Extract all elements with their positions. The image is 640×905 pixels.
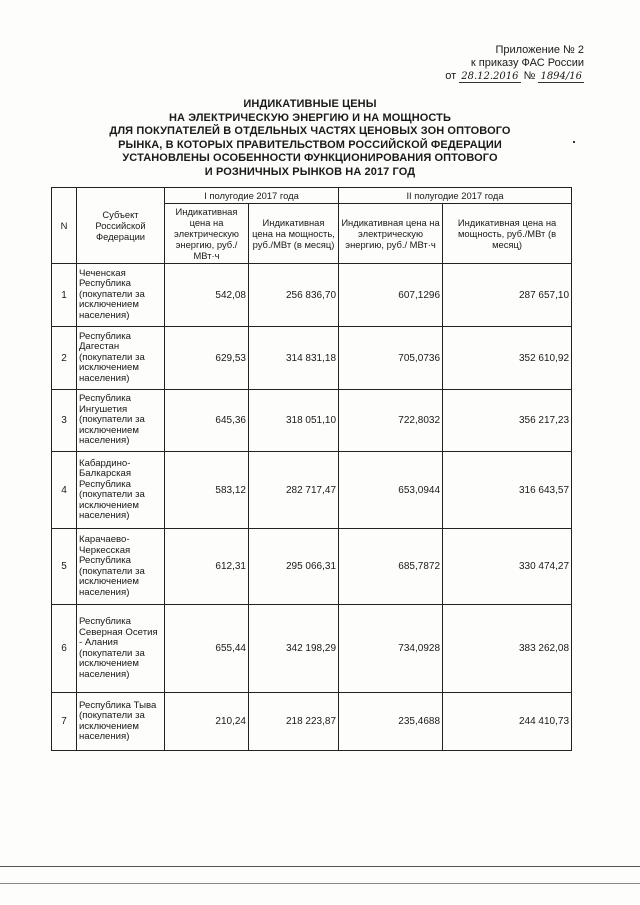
row-subject: Республика Северная Осетия - Алания (покупатели за исключением населения): [77, 605, 165, 693]
header-half2: II полугодие 2017 года: [339, 188, 572, 204]
row-subject: Карачаево-Черкесская Республика (покупатели за исключением населения): [77, 529, 165, 605]
header-half1: I полугодие 2017 года: [165, 188, 339, 204]
row-power-h1: 282 717,47: [249, 452, 339, 529]
row-power-h2: 383 262,08: [443, 605, 572, 693]
table-row: [52, 693, 572, 751]
scan-edge-line: [0, 866, 640, 867]
title-line: И РОЗНИЧНЫХ РЫНКОВ НА 2017 ГОД: [204, 165, 416, 178]
row-energy-h1: 583,12: [165, 452, 249, 529]
row-energy-h2: 235,4688: [339, 693, 443, 751]
row-power-h1: 342 198,29: [249, 605, 339, 693]
row-energy-h1: 645,36: [165, 390, 249, 452]
row-energy-h1: 629,53: [165, 327, 249, 390]
row-power-h1: 256 836,70: [249, 264, 339, 327]
row-power-h2: 316 643,57: [443, 452, 572, 529]
annex-date: 28.12.2016: [461, 71, 519, 82]
title-line: ДЛЯ ПОКУПАТЕЛЕЙ В ОТДЕЛЬНЫХ ЧАСТЯХ ЦЕНОВЫХ ЗОН ОПТОВОГО: [109, 125, 511, 137]
title-line: ИНДИКАТИВНЫЕ ЦЕНЫ: [243, 98, 377, 110]
row-number: 2: [52, 327, 77, 390]
row-subject: Республика Тыва (покупатели за исключением населения): [77, 693, 165, 751]
row-power-h1: 314 831,18: [249, 327, 339, 390]
row-power-h2: 287 657,10: [443, 264, 572, 327]
row-energy-h1: 655,44: [165, 605, 249, 693]
row-power-h2: 356 217,23: [443, 390, 572, 452]
annex-date-line: [414, 70, 584, 83]
title-line: УСТАНОВЛЕНЫ ОСОБЕННОСТИ ФУНКЦИОНИРОВАНИЯ ОПТОВОГО: [122, 152, 498, 164]
row-energy-h2: 722,8032: [339, 390, 443, 452]
price-table: [51, 187, 572, 751]
header-n: N: [52, 188, 77, 264]
row-number: 1: [52, 264, 77, 327]
annex-line1: Приложение № 2: [495, 44, 584, 56]
row-number: 7: [52, 693, 77, 751]
title-line: РЫНКА, В КОТОРЫХ ПРАВИТЕЛЬСТВОМ РОССИЙСКОЙ ФЕДЕРАЦИИ: [118, 138, 502, 151]
scan-edge-line: [0, 883, 640, 884]
row-energy-h2: 705,0736: [339, 327, 443, 390]
row-power-h1: 295 066,31: [249, 529, 339, 605]
table-row: [52, 390, 572, 452]
scan-speck: [573, 141, 575, 143]
row-energy-h2: 607,1296: [339, 264, 443, 327]
row-energy-h2: 653,0944: [339, 452, 443, 529]
table-row: [52, 264, 572, 327]
table-row: [52, 529, 572, 605]
row-energy-h1: 210,24: [165, 693, 249, 751]
header-subject: Субъект Российской Федерации: [77, 188, 165, 264]
header-power-h2: Индикативная цена на мощность, руб./МВт (в месяц): [443, 204, 572, 264]
row-energy-h1: 542,08: [165, 264, 249, 327]
row-number: 3: [52, 390, 77, 452]
row-subject: Республика Дагестан (покупатели за исключением населения): [77, 327, 165, 390]
row-power-h2: 330 474,27: [443, 529, 572, 605]
header-energy-h1: Индикативная цена на электрическую энергию, руб./ МВт·ч: [165, 204, 249, 264]
annex-block: [414, 44, 584, 83]
title-line: НА ЭЛЕКТРИЧЕСКУЮ ЭНЕРГИЮ И НА МОЩНОСТЬ: [168, 111, 451, 124]
row-subject: Чеченская Республика (покупатели за исключением населения): [77, 264, 165, 327]
row-energy-h1: 612,31: [165, 529, 249, 605]
row-number: 5: [52, 529, 77, 605]
row-power-h1: 218 223,87: [249, 693, 339, 751]
header-energy-h2: Индикативная цена на электрическую энергию, руб./ МВт·ч: [339, 204, 443, 264]
annex-line2: к приказу ФАС России: [470, 57, 584, 69]
document-title: [100, 98, 520, 179]
row-power-h2: 352 610,92: [443, 327, 572, 390]
row-energy-h2: 685,7872: [339, 529, 443, 605]
row-power-h1: 318 051,10: [249, 390, 339, 452]
row-subject: Республика Ингушетия (покупатели за исключением населения): [77, 390, 165, 452]
table-row: [52, 452, 572, 529]
row-number: 4: [52, 452, 77, 529]
table-row: [52, 605, 572, 693]
row-number: 6: [52, 605, 77, 693]
row-subject: Кабардино-Балкарская Республика (покупатели за исключением населения): [77, 452, 165, 529]
table-row: [52, 327, 572, 390]
annex-no-label: №: [523, 70, 536, 82]
annex-number: 1894/16: [540, 71, 582, 82]
row-energy-h2: 734,0928: [339, 605, 443, 693]
annex-from-label: от: [445, 70, 457, 82]
row-power-h2: 244 410,73: [443, 693, 572, 751]
header-power-h1: Индикативная цена на мощность, руб./МВт (в месяц): [249, 204, 339, 264]
